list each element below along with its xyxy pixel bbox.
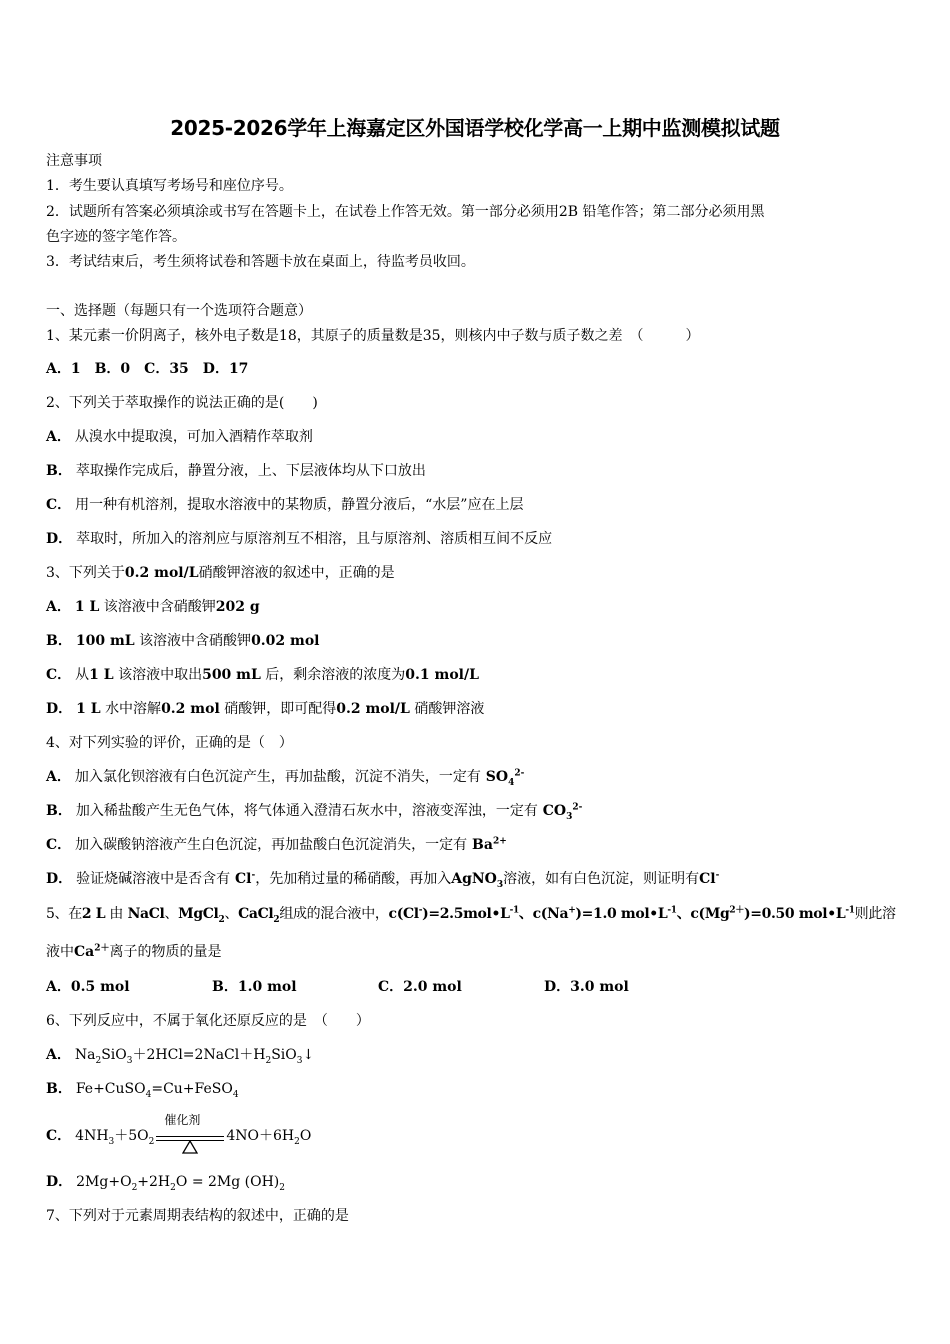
question-4-option-b: B． 加入稀盐酸产生无色气体，将气体通入澄清石灰水中，溶液变浑浊，一定有 $CO_3^{2-}$ (46, 802, 583, 822)
question-3-option-c: C． 从1 L 该溶液中取出500 mL 后，剩余溶液的浓度为0.1 mol/L (46, 667, 479, 683)
question-2-option-b: B． 萃取操作完成后，静置分液，上、下层液体均从下口放出 (46, 463, 426, 479)
question-3-option-a: A． 1 L 该溶液中含硝酸钾202 g (46, 599, 260, 615)
question-3-option-d: D． 1 L 水中溶解0.2 mol 硝酸钾，即可配得0.2 mol/L 硝酸钾溶液 (46, 701, 485, 717)
question-4-option-a: A． 加入氯化钡溶液有白色沉淀产生，再加盐酸，沉淀不消失，一定有 $SO_4^{2-}$ (46, 768, 525, 788)
question-6-option-c: C． $4NH_3+5O_2$ 催化剂 $4NO+6H_2O$ (46, 1126, 311, 1146)
question-2-option-d: D． 萃取时，所加入的溶剂应与原溶剂互不相溶，且与原溶剂、溶质相互间不反应 (46, 531, 553, 547)
question-6-option-b: B． Fe+CuSO$_4$=Cu+FeSO$_4$ (46, 1081, 239, 1100)
question-7-stem: 7、下列对于元素周期表结构的叙述中，正确的是 (46, 1208, 349, 1224)
notice-heading: 注意事项 (46, 153, 102, 169)
question-2-option-c: C． 用一种有机溶剂，提取水溶液中的某物质，静置分液后，“水层”应在上层 (46, 497, 524, 513)
question-4-stem: 4、对下列实验的评价，正确的是（ ） (46, 735, 293, 751)
question-5-options: A．0.5 mol B．1.0 mol C．2.0 mol D．3.0 mol (46, 979, 629, 995)
section-heading: 一、选择题（每题只有一个选项符合题意） (46, 303, 312, 319)
question-3-stem: 3、下列关于0.2 mol/L硝酸钾溶液的叙述中，正确的是 (46, 565, 395, 581)
question-4-option-d: D． 验证烧碱溶液中是否含有 Cl-，先加稍过量的稀硝酸，再加入AgNO$_3$溶液，如有白色沉淀，则证明有Cl- (46, 870, 720, 890)
notice-item: 色字迹的签字笔作答。 (46, 229, 186, 245)
question-6-option-d: D． $2Mg+O_2+2H_2O = 2Mg$ $(OH)_2$ (46, 1174, 285, 1193)
catalyst-heat-arrow (156, 1113, 224, 1146)
catalyst-label: 催化剂 (164, 1113, 201, 1127)
question-3-option-b: B． 100 mL 该溶液中含硝酸钾0.02 mol (46, 633, 320, 649)
heat-triangle-icon (182, 1140, 198, 1154)
notice-item: 3．考试结束后，考生须将试卷和答题卡放在桌面上，待监考员收回。 (46, 254, 475, 270)
question-6-option-a: A． $Na_2SiO_3+2HCl=2NaCl+H_2SiO_3↓$ (46, 1047, 315, 1066)
question-2-option-a: A． 从溴水中提取溴，可加入酒精作萃取剂 (46, 429, 313, 445)
question-1-stem: 1、某元素一价阴离子，核外电子数是18，其原子的质量数是35，则核内中子数与质子数之差 （ ） (46, 328, 700, 344)
notice-item: 1．考生要认真填写考场号和座位序号。 (46, 178, 293, 194)
question-4-option-c: C． 加入碳酸钠溶液产生白色沉淀，再加盐酸白色沉淀消失，一定有 $Ba^{2+}$ (46, 836, 507, 853)
question-2-stem: 2、下列关于萃取操作的说法正确的是( ) (46, 395, 318, 411)
question-5-stem-line1: 5、在2 L 由 NaCl、MgCl$_2$、CaCl$_2$组成的混合液中，$c(Cl^-)=2.5mol•L^{-1}$、c(Na+)=1.0 $mol•L^{-1}$、$c(Mg^{2+})=0.50$ $mol•L^{-1}$则此溶 (46, 905, 896, 925)
notice-item: 2．试题所有答案必须填涂或书写在答题卡上，在试卷上作答无效。第一部分必须用2B 铅笔作答；第二部分必须用黑 (46, 204, 765, 220)
question-1-options: A．1 B．0 C．35 D．17 (46, 361, 249, 377)
question-5-stem-line2: 液中$Ca^{2+}$离子的物质的量是 (46, 943, 222, 960)
question-6-stem: 6、下列反应中，不属于氧化还原反应的是 （ ） (46, 1013, 370, 1029)
page-title: 2025-2026学年上海嘉定区外国语学校化学高一上期中监测模拟试题 (170, 116, 780, 140)
